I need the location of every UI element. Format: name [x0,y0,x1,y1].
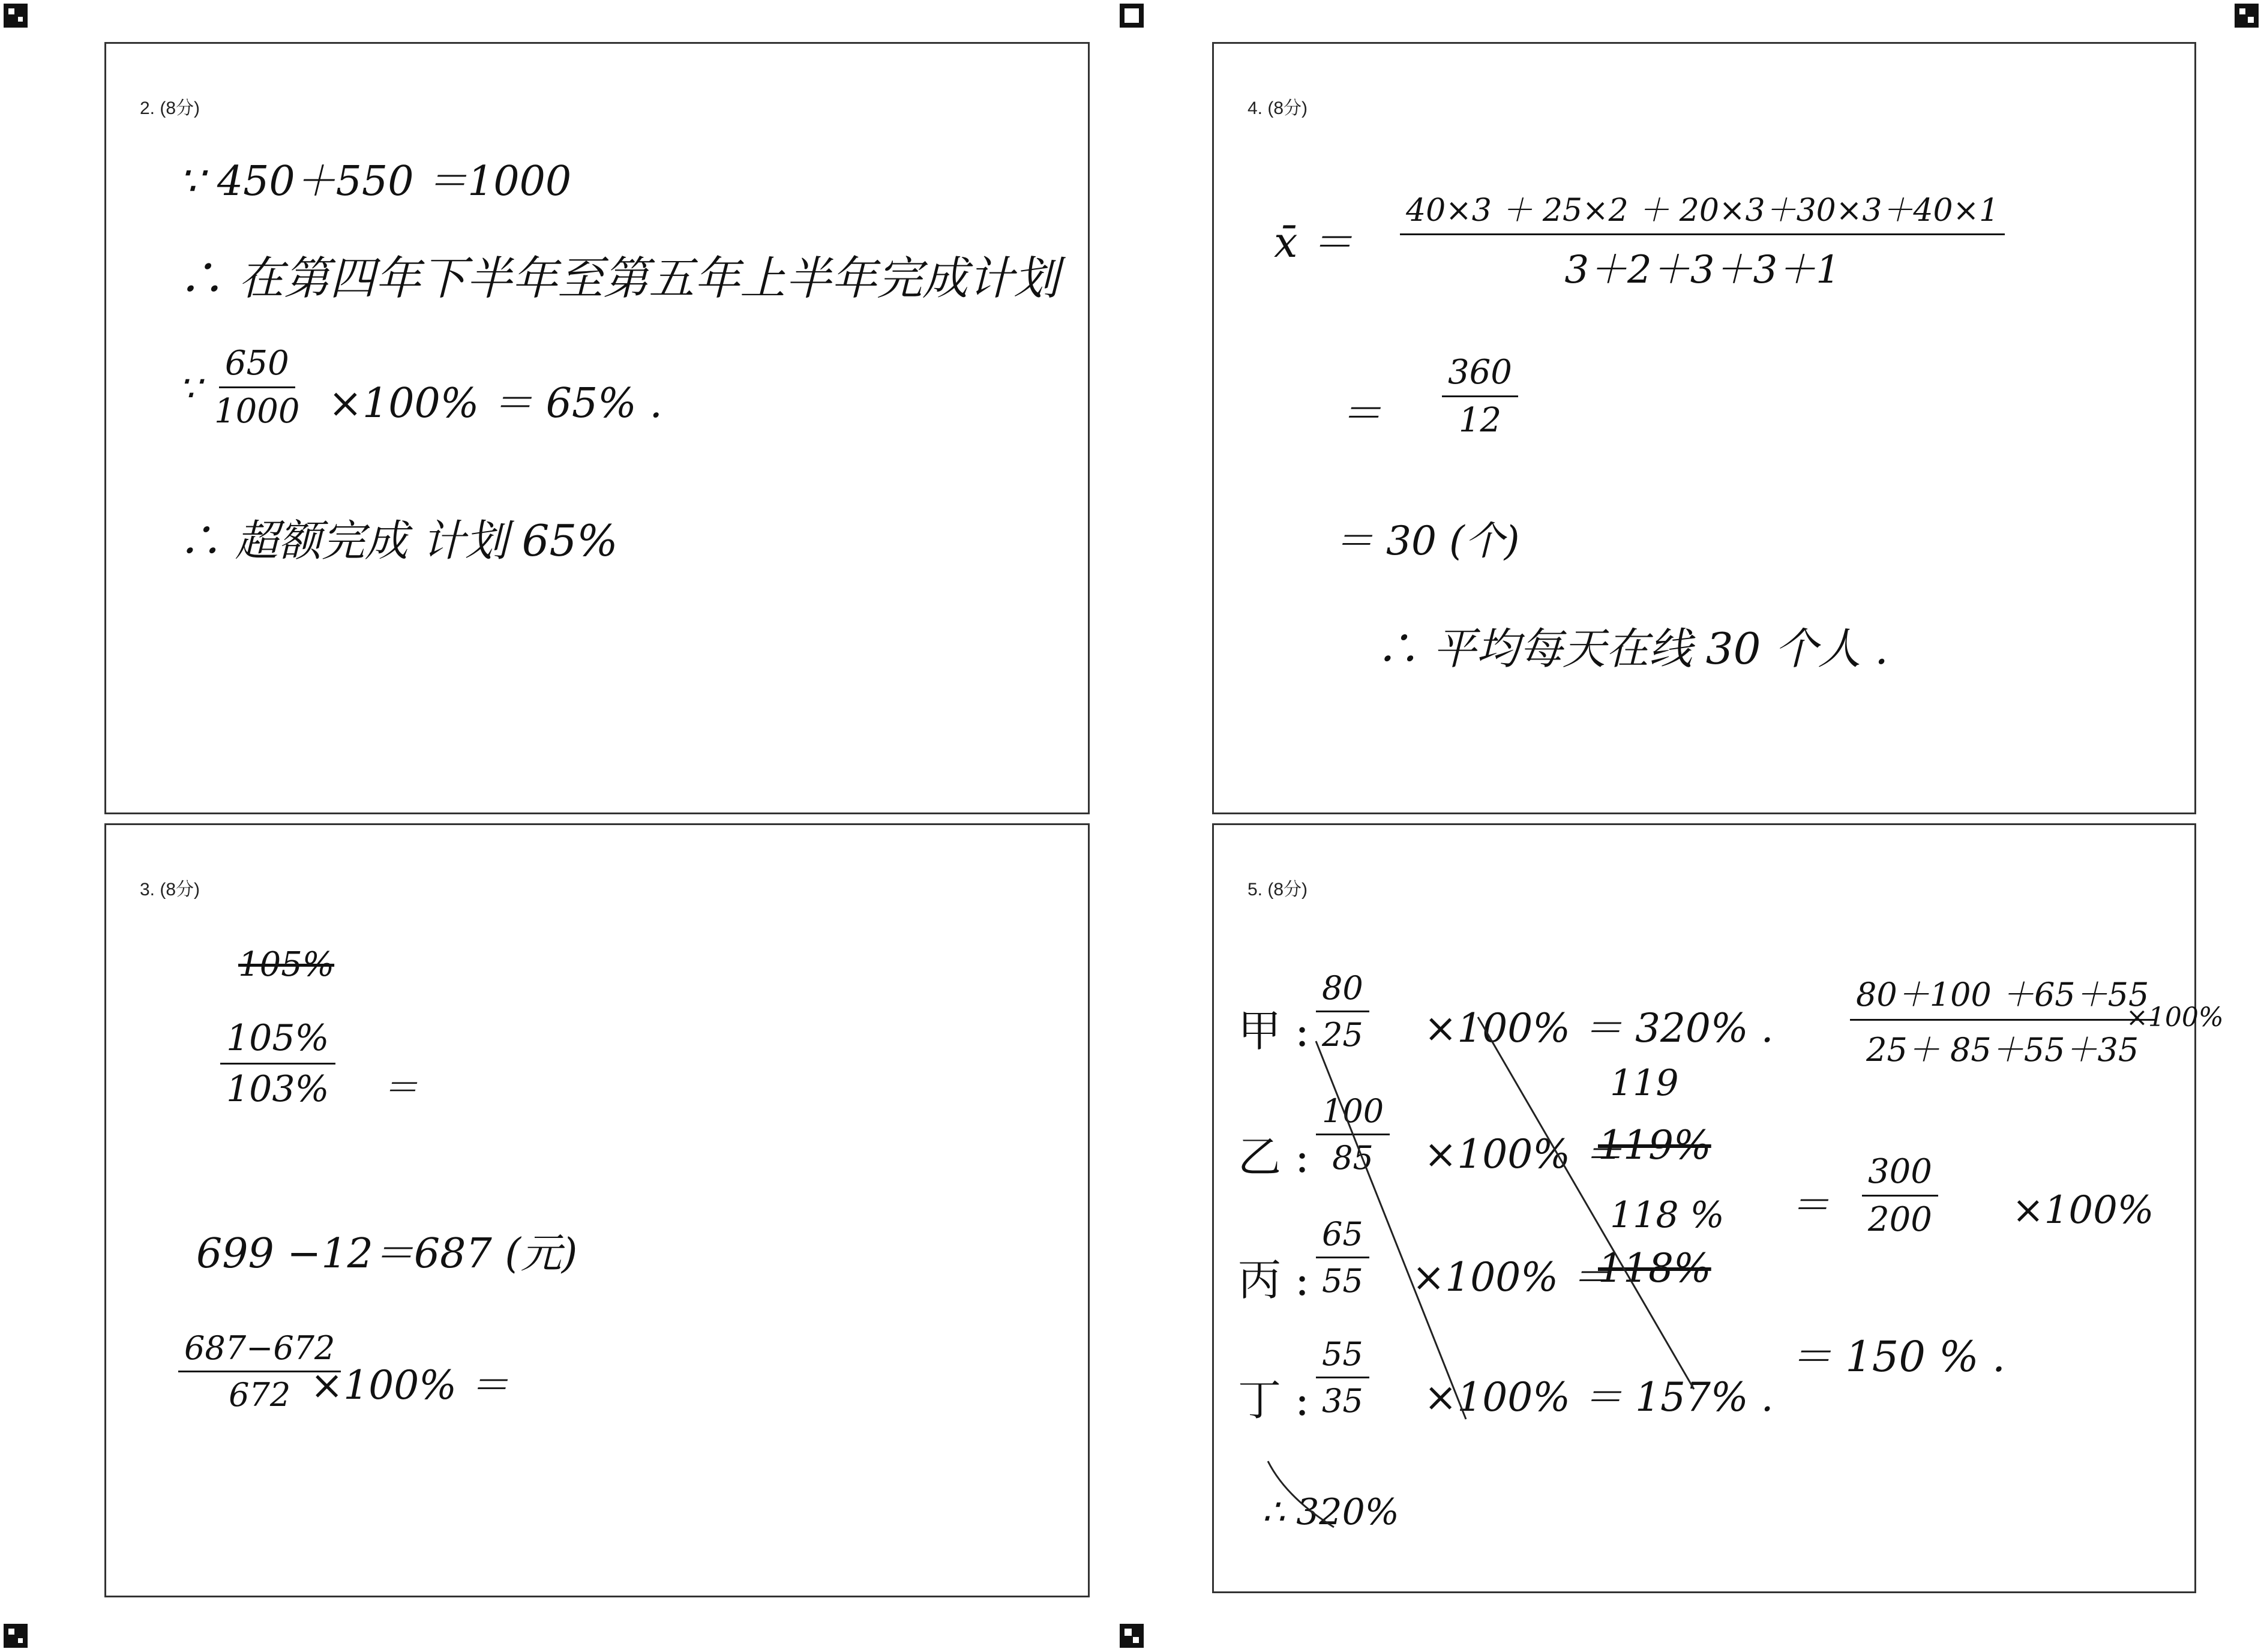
fraction-numerator: 100 [1316,1092,1390,1135]
row-name: 丁 : [1238,1375,1310,1425]
fraction-denominator: 25 [1322,1016,1363,1054]
row-name: 甲 : [1238,1006,1310,1056]
answer-box-q4 [1212,42,2196,814]
fraction-denominator: 35 [1322,1382,1363,1420]
right-result-line: ＝ 150 % . [1790,1332,2006,1381]
fraction-denominator: 25＋ 85＋55＋35 [1866,1031,2139,1069]
handwritten-line-2: ∴ 在第四年下半年至第五年上半年完成计划 [178,251,1060,305]
fraction-numerator: 65 [1316,1215,1369,1258]
row-correction-above: 118 % [1610,1194,1725,1236]
fraction-numerator: 300 [1862,1152,1938,1197]
fraction-numerator: 55 [1316,1335,1369,1378]
fraction-numerator: 80＋100 ＋65＋55 [1850,969,2155,1021]
fraction-numerator: 360 [1442,353,1518,397]
handwritten-line-3-rest: ×100% ＝ 65% . [328,380,662,427]
handwritten-line-3-rest: ×100% ＝ [310,1362,509,1408]
right-multiplier-2: ×100% [2012,1188,2154,1233]
registration-marker-bottom-left [4,1624,28,1648]
row-correction-above: 119 [1610,1062,1679,1104]
fraction-denominator: 103% [226,1068,329,1110]
right-multiplier: ×100% [2126,1002,2224,1033]
question-label: 2. (8分) [140,98,200,118]
fraction-numerator: 650 [219,344,295,388]
handwritten-line-1: ∵ 450＋550 ＝1000 [178,158,572,205]
registration-marker-top-right [2235,4,2259,28]
fraction-denominator: 55 [1322,1262,1363,1300]
handwritten-line-4: ∴ 平均每天在线 30 个人 . [1376,623,1889,674]
answer-box-q3 [104,823,1090,1597]
handwritten-line-4: ∴ 超额完成 计划 65% [178,515,618,566]
row-result: ×100% ＝ [1412,1254,1611,1300]
handwritten-fraction [220,1017,335,1110]
handwritten-line-3-prefix: ∵ [178,368,202,410]
fraction-numerator: 40×3 ＋ 25×2 ＋ 20×3＋30×3＋40×1 [1400,185,2005,235]
handwritten-line-2: 699 −12＝687 (元) [196,1230,578,1278]
fraction-denominator: 3＋2＋3＋3＋1 [1564,248,1840,292]
equals-sign: ＝ [1790,1182,1830,1228]
fraction-denominator: 12 [1458,401,1502,440]
question-label: 4. (8分) [1248,98,1308,118]
handwritten-fraction-2 [1442,353,1518,440]
strike-line [1316,1041,1466,1419]
registration-marker-bottom-center [1120,1624,1144,1648]
strike-lines [1214,825,2198,1595]
question-label: 3. (8分) [140,880,200,900]
mean-symbol: x̄ ＝ [1274,218,1353,267]
conclusion: ∴ 320% [1262,1491,1399,1533]
fraction-denominator: 1000 [214,392,300,431]
row-result: ×100% ＝ [1424,1131,1623,1177]
fraction-denominator: 672 [229,1376,291,1414]
question-label: 5. (8分) [1248,880,1308,900]
row-result: ×100% ＝ 157% . [1424,1374,1774,1420]
fraction-numerator: 105% [220,1017,335,1065]
crossed-out-text: 105% [238,945,335,984]
equals-sign: ＝ [382,1067,418,1109]
row-name: 丙 : [1238,1255,1310,1305]
equals-sign: ＝ [1340,389,1382,438]
row-result: ×100% ＝ 320% . [1424,1005,1774,1051]
answer-box-q5 [1212,823,2224,1593]
check-mark [1268,1461,1334,1527]
handwritten-fraction [1400,185,2005,294]
row-crossed-value: 119% [1598,1122,1711,1168]
fraction-denominator: 85 [1332,1139,1374,1177]
strike-line [1478,1017,1694,1389]
fraction-numerator: 80 [1316,969,1369,1012]
row-name: 乙 : [1238,1132,1310,1182]
handwritten-fraction [214,344,300,431]
registration-marker-top-left [4,4,28,28]
fraction-numerator: 687−672 [178,1329,341,1372]
row-crossed-value: 118% [1598,1245,1711,1291]
answer-box-q2 [104,42,1090,814]
fraction-denominator: 200 [1868,1200,1932,1239]
registration-marker-top-center [1120,4,1144,28]
handwritten-line-3: ＝ 30 (个) [1334,518,1520,564]
